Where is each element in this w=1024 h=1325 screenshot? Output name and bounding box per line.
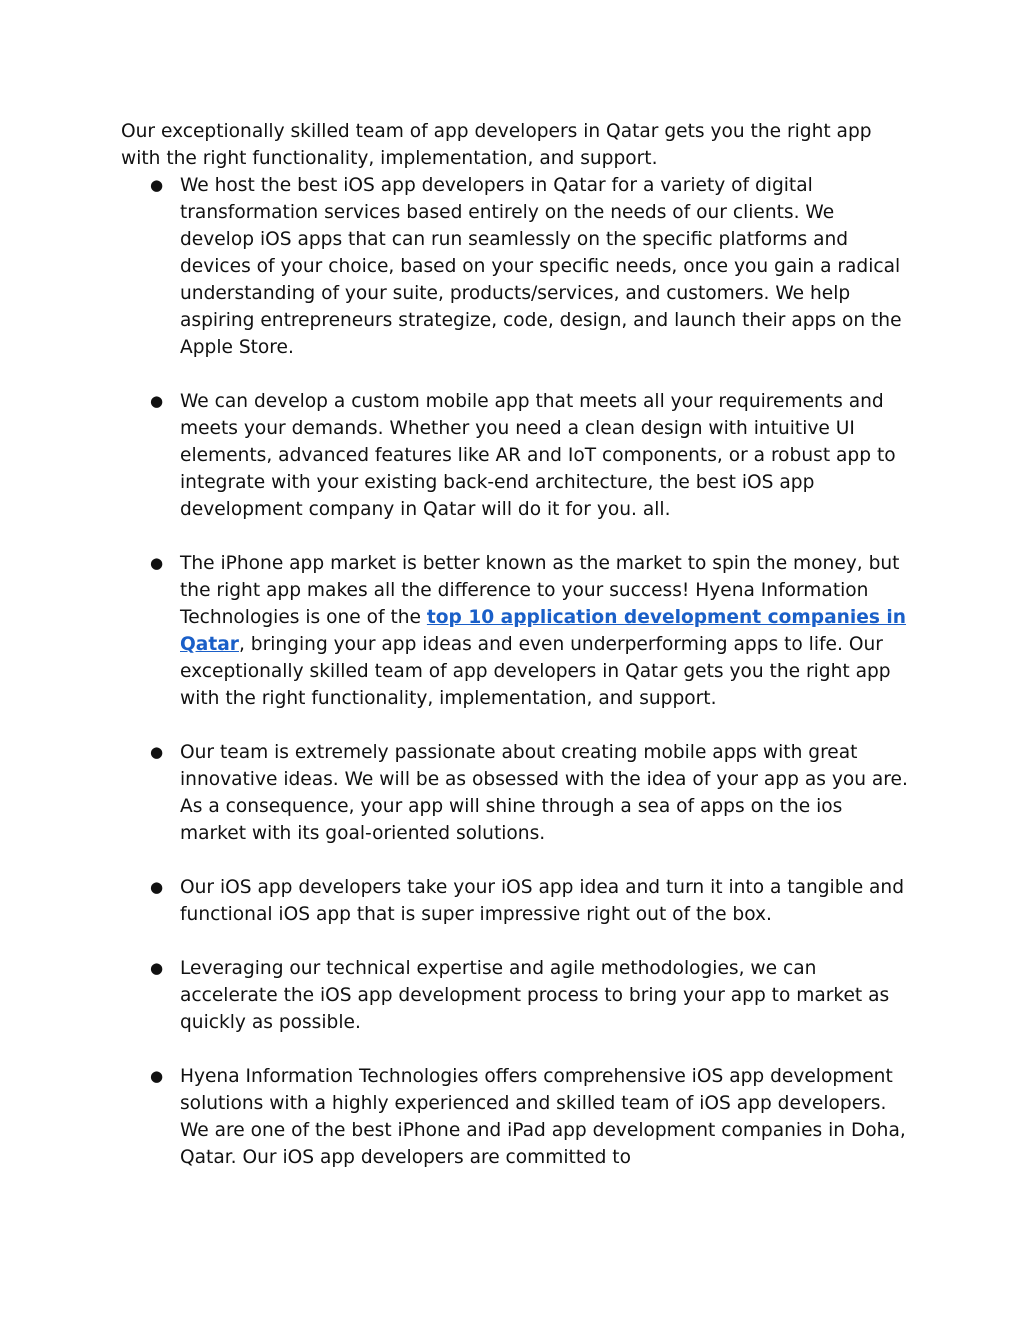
bullet-icon: ● [150,392,164,410]
list-item [121,874,911,928]
list-item-text: We can develop a custom mobile app that meets all your requirements and meets your demands. Whether you need a clean design with intuitive UI elements, advanced features like AR and IoT components, or a robust app to integrate with your existing back-end architecture, the best iOS app development company in Qatar will do it for you. all. [180,391,896,520]
bullet-icon: ● [150,176,164,194]
list-item-text: We host the best iOS app developers in Qatar for a variety of digital transformation services based entirely on the needs of our clients. We develop iOS apps that can run seamlessly on the specific platforms and devices of your choice, based on your specific needs, once you gain a radical understanding of your suite, products/services, and customers. We help aspiring entrepreneurs strategize, code, design, and launch their apps on the Apple Store. [180,175,902,358]
list-item [121,172,911,361]
list-item-text: Our iOS app developers take your iOS app idea and turn it into a tangible and functional iOS app that is super impressive right out of the box. [180,877,905,925]
list-item-text: Our team is extremely passionate about creating mobile apps with great innovative ideas. We will be as obsessed with the idea of your app as you are. As a consequence, your app will shine through a sea of apps on the ios market with its goal-oriented solutions. [180,742,908,844]
list-item [121,1063,911,1171]
list-item-text: Hyena Information Technologies offers comprehensive iOS app development solutions with a highly experienced and skilled team of iOS app developers. We are one of the best iPhone and iPad app development companies in Doha, Qatar. Our iOS app developers are committed to [180,1066,906,1168]
list-item [121,955,911,1036]
bullet-list [121,172,911,1171]
list-item-text-before-link: The iPhone app market is better known as the market to spin the money, but the right app makes all the difference to your success! Hyena Information Technologies is one of the [180,553,900,628]
bullet-icon: ● [150,959,164,977]
bullet-icon: ● [150,554,164,572]
bullet-icon: ● [150,743,164,761]
bullet-icon: ● [150,878,164,896]
companies-link[interactable]: top 10 application development companies in Qatar [180,607,907,655]
bullet-icon: ● [150,1067,164,1085]
document-page [121,118,911,1171]
list-item-text-after-link: , bringing your app ideas and even underperforming apps to life. Our exceptionally skilled team of app developers in Qatar gets you the right app with the right functionality, implementation, and support. [180,634,891,709]
list-item-text: Leveraging our technical expertise and agile methodologies, we can accelerate the iOS app development process to bring your app to market as quickly as possible. [180,958,890,1033]
list-item [121,739,911,847]
list-item [121,550,911,712]
list-item [121,388,911,523]
intro-paragraph: Our exceptionally skilled team of app developers in Qatar gets you the right app with the right functionality, implementation, and support. [121,121,872,169]
